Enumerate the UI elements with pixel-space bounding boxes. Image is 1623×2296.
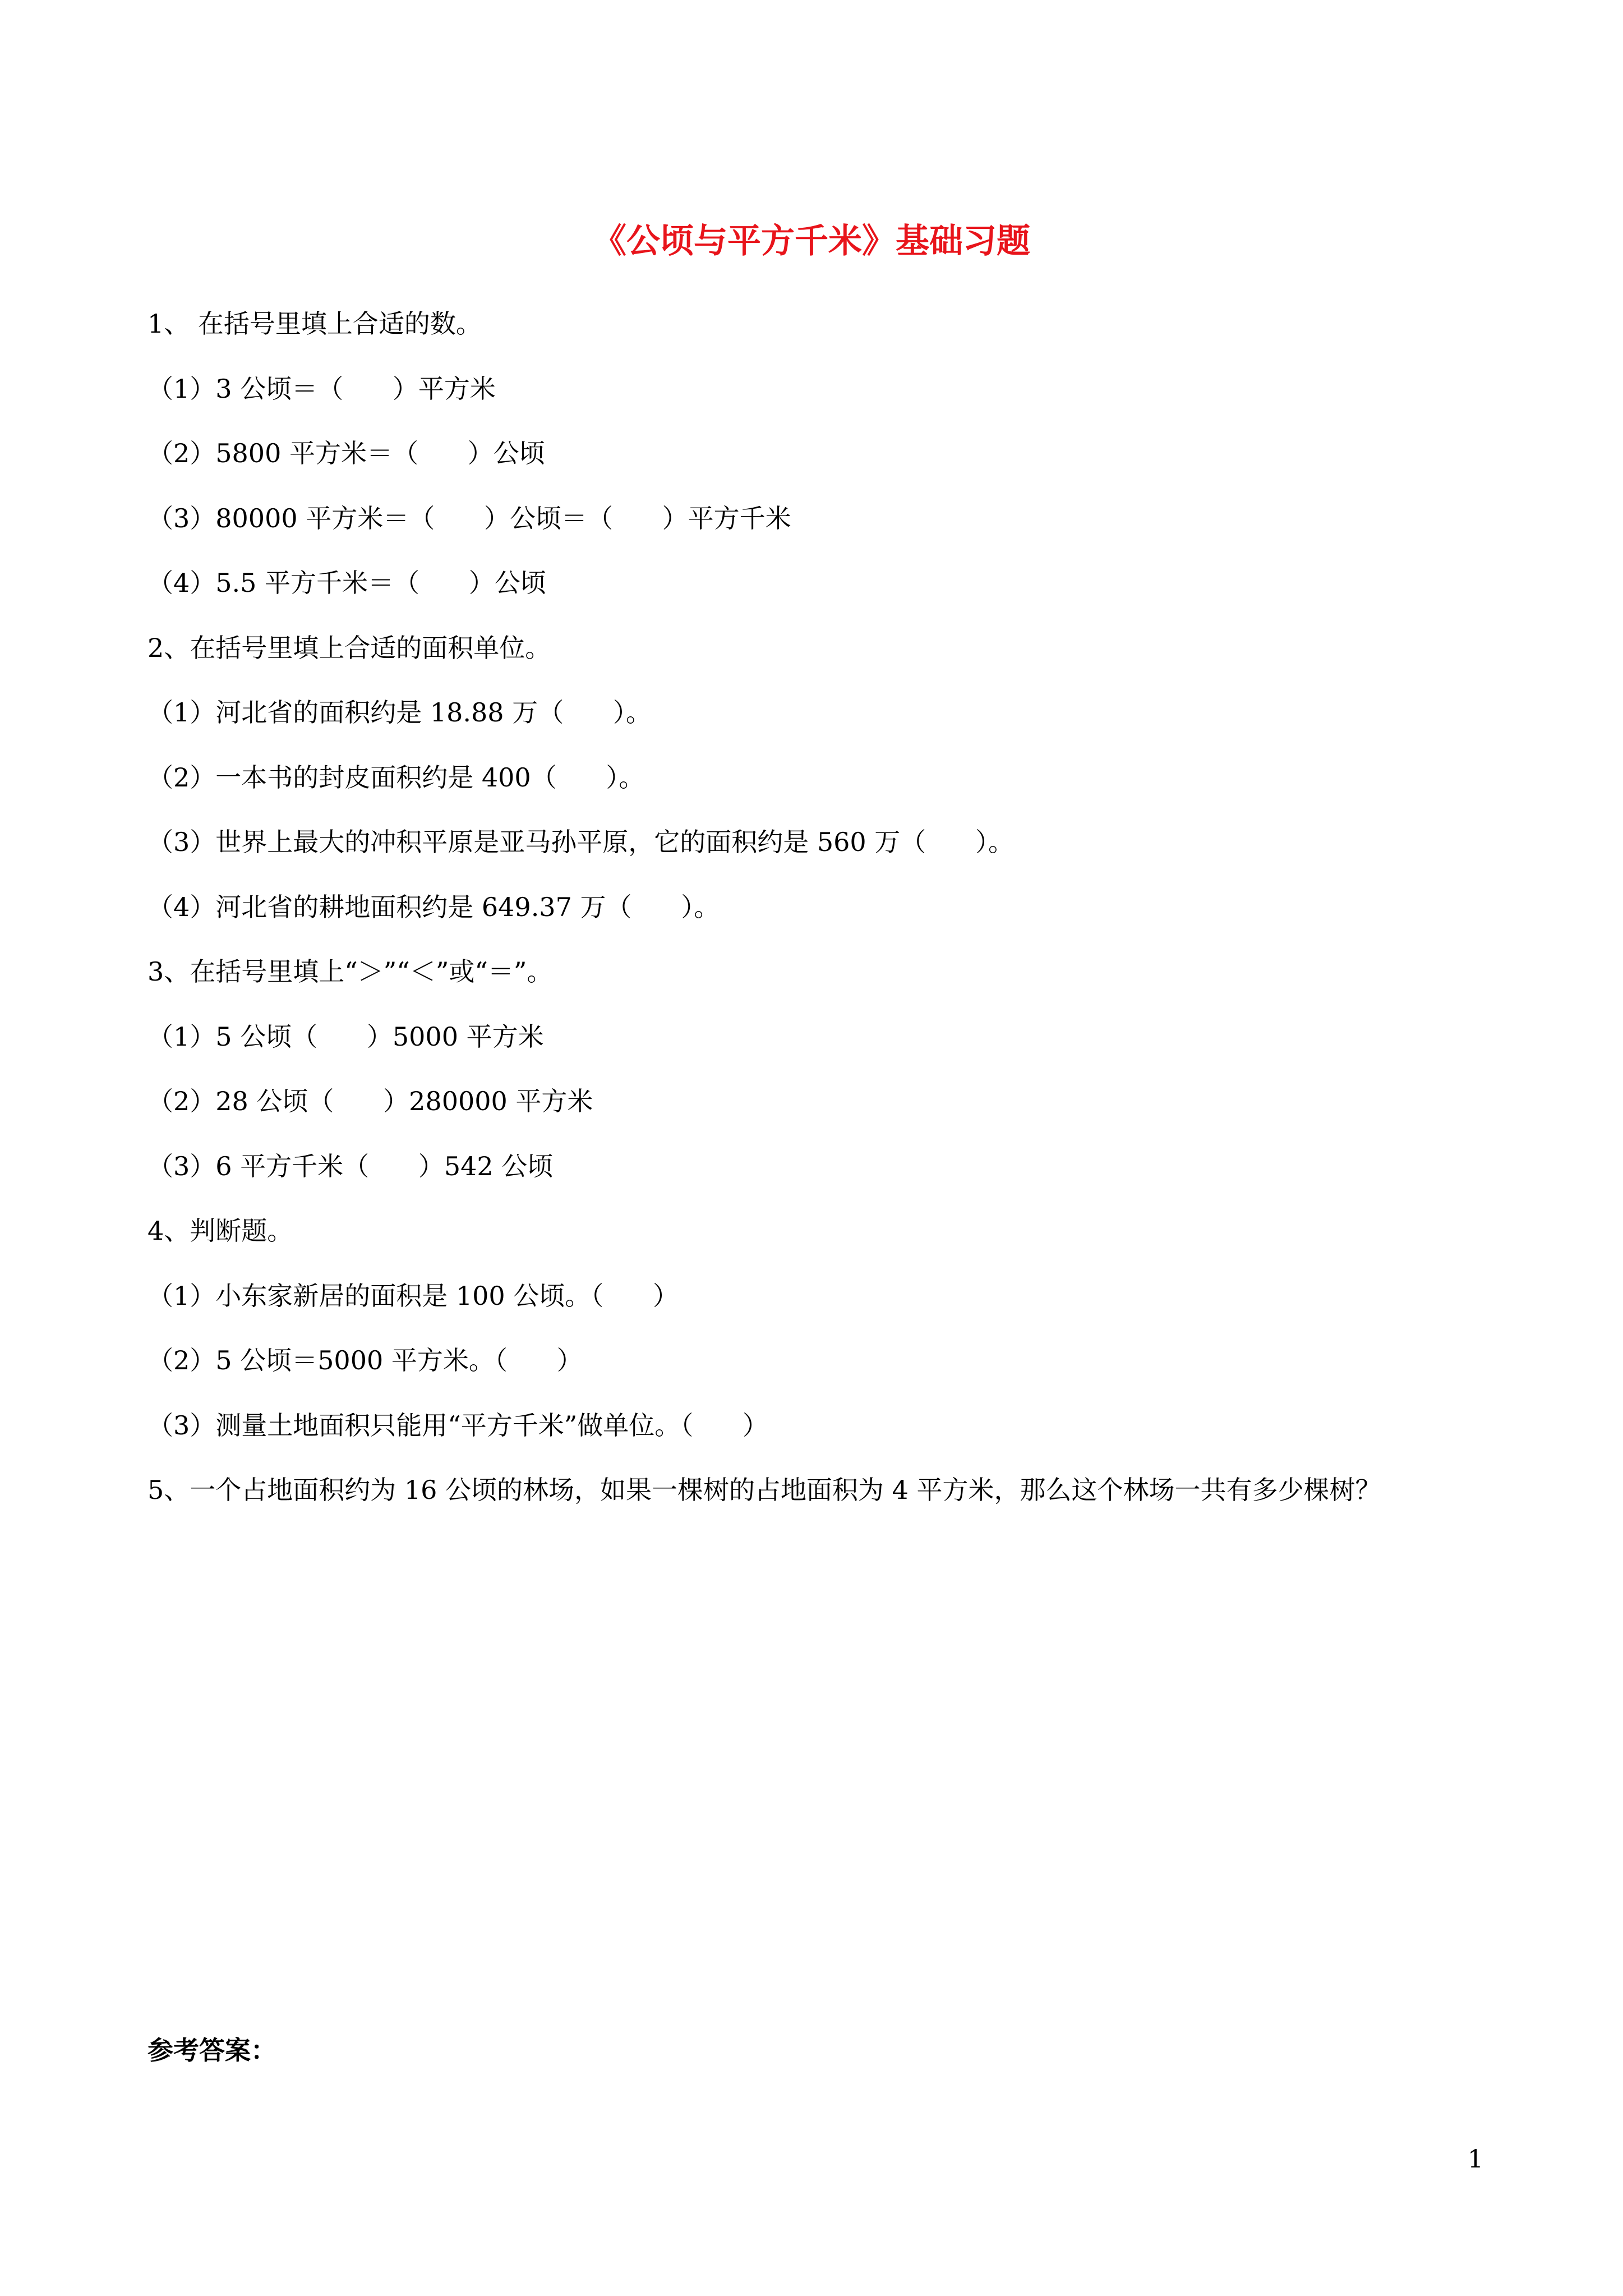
question-3-item-2: （2）28 公顷（ ）280000 平方米 — [147, 1086, 593, 1116]
question-5-stem: 5、一个占地面积约为 16 公顷的林场，如果一棵树的占地面积为 4 平方米，那么这个林场一共有多少棵树？ — [147, 1475, 1381, 1505]
question-3-stem: 3、在括号里填上“＞”“＜”或“＝”。 — [147, 956, 553, 987]
question-4-item-3: （3）测量土地面积只能用“平方千米”做单位。（ ） — [147, 1410, 769, 1441]
question-1-item-4: （4）5.5 平方千米＝（ ）公顷 — [147, 568, 546, 598]
question-2-item-3: （3）世界上最大的冲积平原是亚马孙平原，它的面积约是 560 万（ ）。 — [147, 827, 1015, 857]
question-list — [147, 292, 1510, 1523]
question-3-item-1: （1）5 公顷（ ）5000 平方米 — [147, 1021, 544, 1052]
question-2-item-2: （2）一本书的封皮面积约是 400（ ）。 — [147, 762, 645, 793]
question-3-item-3: （3）6 平方千米（ ）542 公顷 — [147, 1151, 554, 1181]
question-2-item-4: （4）河北省的耕地面积约是 649.37 万（ ）。 — [147, 891, 720, 922]
question-1-item-2: （2）5800 平方米＝（ ）公顷 — [147, 438, 545, 468]
question-1-item-3: （3）80000 平方米＝（ ）公顷＝（ ）平方千米 — [147, 503, 791, 533]
question-4-item-1: （1）小东家新居的面积是 100 公顷。（ ） — [147, 1280, 679, 1311]
question-2-stem: 2、在括号里填上合适的面积单位。 — [147, 632, 551, 663]
question-2-item-1: （1）河北省的面积约是 18.88 万（ ）。 — [147, 697, 652, 728]
question-4-stem: 4、判断题。 — [147, 1216, 293, 1246]
question-4-item-2: （2）5 公顷＝5000 平方米。（ ） — [147, 1345, 583, 1375]
question-1-stem: 1、 在括号里填上合适的数。 — [147, 309, 482, 339]
question-1-item-1: （1）3 公顷＝（ ）平方米 — [147, 373, 496, 404]
page-number: 1 — [1468, 2145, 1483, 2174]
document-title: 《公顷与平方千米》基础习题 — [593, 222, 1030, 261]
answer-heading: 参考答案： — [147, 2035, 276, 2065]
